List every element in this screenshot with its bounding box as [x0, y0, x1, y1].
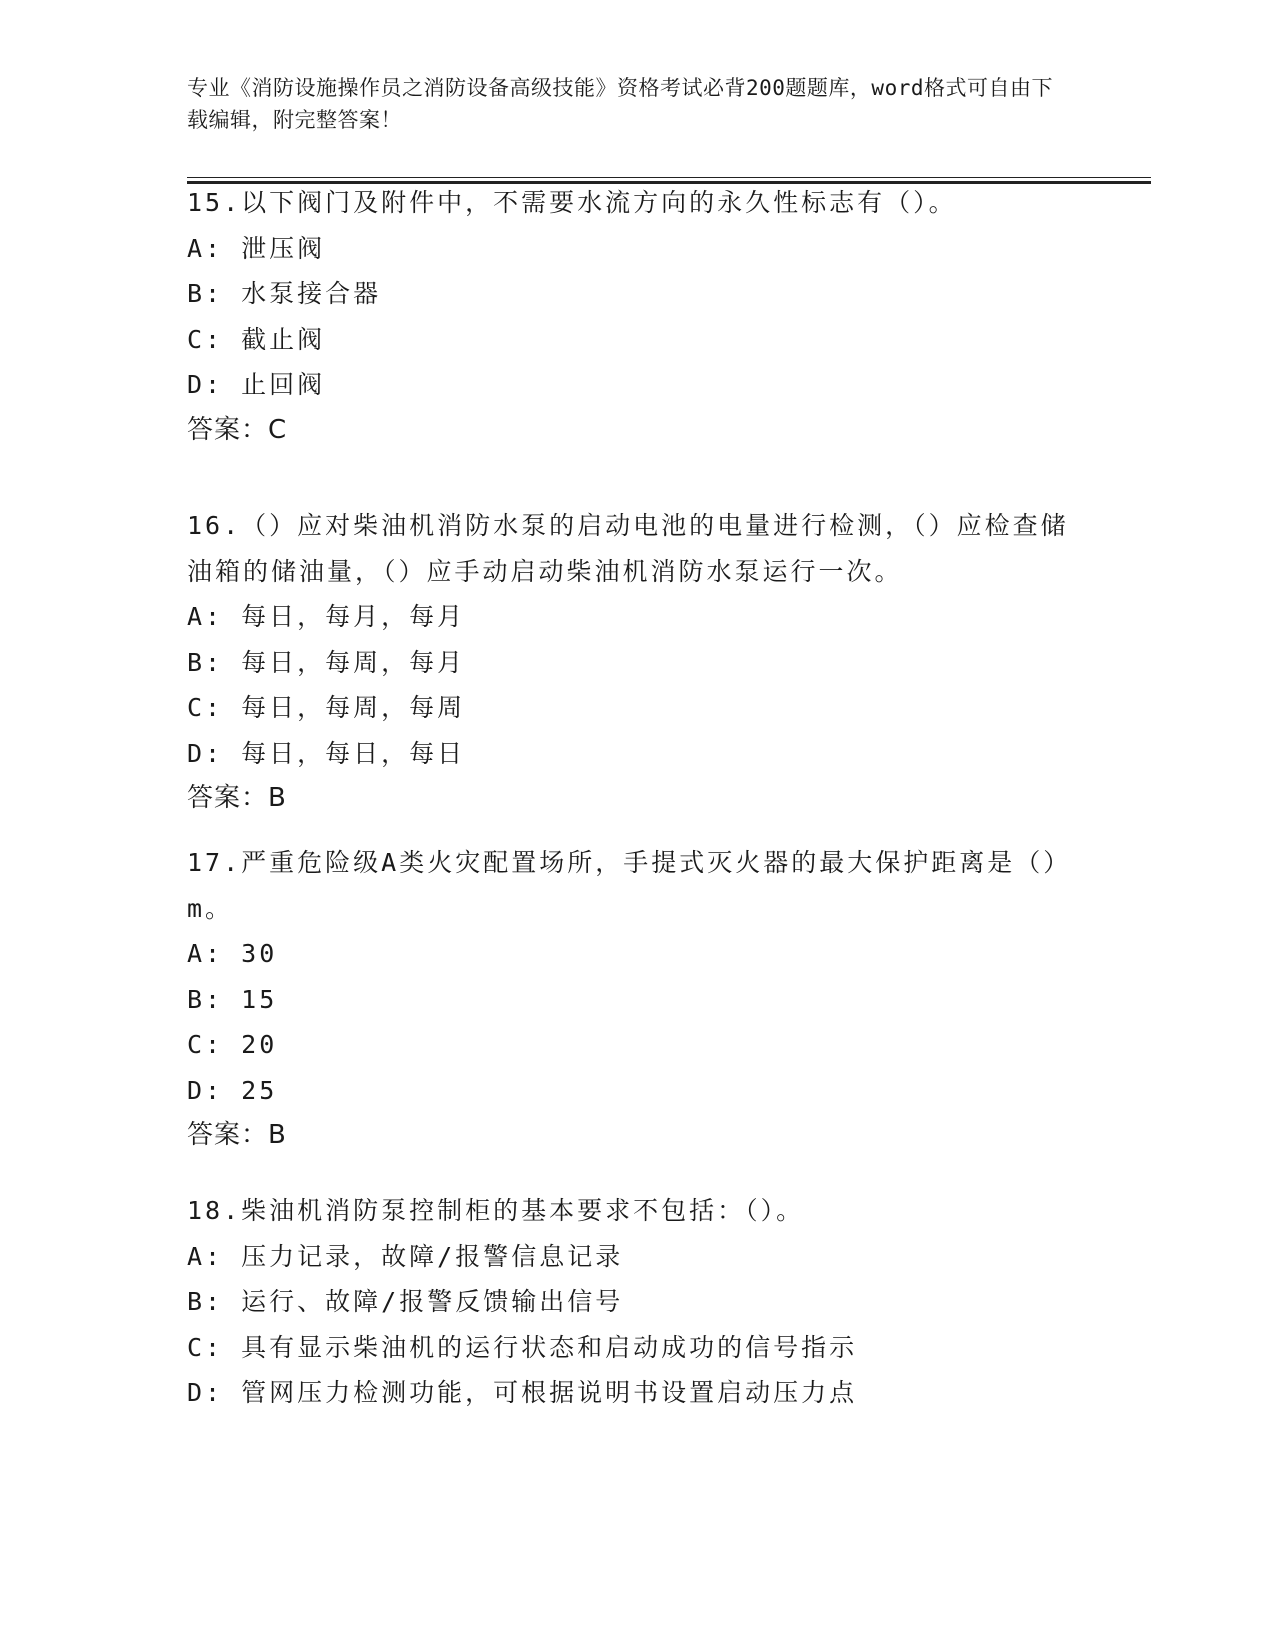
document-header: 专业《消防设施操作员之消防设备高级技能》资格考试必背200题题库，word格式可自由下载编辑，附完整答案！ — [187, 76, 1053, 132]
answer: 答案：B — [187, 1120, 287, 1150]
question-stem: 17.严重危险级A类火灾配置场所，手提式灭火器的最大保护距离是（）m。 — [187, 848, 1072, 923]
option-c: C: 具有显示柴油机的运行状态和启动成功的信号指示 — [187, 1332, 858, 1362]
option-c: C: 截止阀 — [187, 324, 326, 354]
option-d: D: 25 — [187, 1075, 278, 1105]
option-b: B: 运行、故障/报警反馈输出信号 — [187, 1287, 624, 1316]
option-d: D: 止回阀 — [187, 370, 326, 399]
option-b: B: 每日，每周，每月 — [187, 647, 466, 677]
answer: 答案：C — [187, 414, 288, 445]
question-stem: 15.以下阀门及附件中，不需要水流方向的永久性标志有（）。 — [187, 188, 957, 217]
option-c: C: 每日，每周，每周 — [187, 693, 466, 722]
option-d: D: 每日，每日，每日 — [187, 738, 466, 768]
option-d: D: 管网压力检测功能，可根据说明书设置启动压力点 — [187, 1378, 858, 1407]
option-a: A: 压力记录，故障/报警信息记录 — [187, 1241, 624, 1271]
answer: 答案：B — [187, 783, 287, 813]
question-18 — [187, 1188, 1087, 1416]
question-15 — [187, 180, 1087, 453]
question-stem: 18.柴油机消防泵控制柜的基本要求不包括：（）。 — [187, 1196, 805, 1225]
question-stem: 16.（）应对柴油机消防水泵的启动电池的电量进行检测，（）应检查储油箱的储油量，（）应手动启动柴油机消防水泵运行一次。 — [187, 511, 1069, 586]
option-c: C: 20 — [187, 1030, 278, 1059]
option-b: B: 15 — [187, 984, 278, 1014]
option-b: B: 水泵接合器 — [187, 279, 382, 308]
question-17 — [187, 840, 1087, 1159]
header-divider-thin — [187, 177, 1151, 178]
option-a: A: 30 — [187, 939, 278, 968]
option-a: A: 泄压阀 — [187, 233, 326, 263]
option-a: A: 每日，每月，每月 — [187, 602, 466, 631]
question-16 — [187, 503, 1087, 822]
